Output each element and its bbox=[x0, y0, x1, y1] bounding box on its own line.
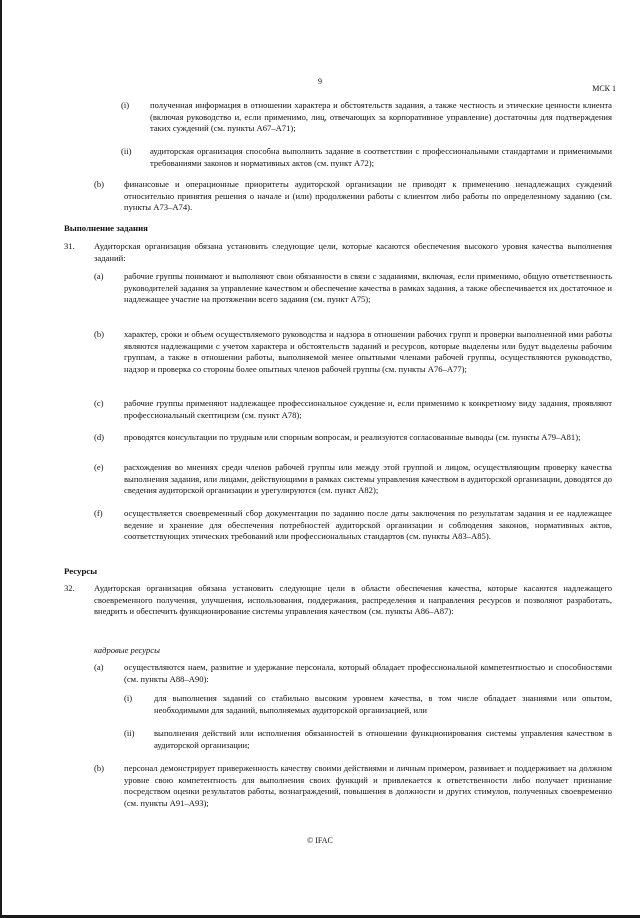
item-text: расхождения во мнениях среди членов рабочей группы или между этой группой и лицом, осуществляющим проверку качества выполнения задания, или лицами, действующими в рамках системы управления качеством в аудиторской организации, доводятся до сведения аудиторской организации и урегулируются (см. пункт А82); bbox=[124, 462, 612, 496]
section-heading: Ресурсы bbox=[64, 566, 98, 576]
paragraph-number: 31. bbox=[64, 241, 75, 251]
copyright-footer: © IFAC bbox=[307, 836, 333, 845]
item-marker: (a) bbox=[94, 271, 104, 281]
item-text: финансовые и операционные приоритеты аудиторской организации не приводят к применению ненадлежащих суждений относительно принятия решения о начале и (или) продолжении работы с клиентом либо работы по определенному заданию (см. пункты А73–А74). bbox=[124, 179, 612, 213]
item-marker: (b) bbox=[94, 329, 105, 339]
item-marker: (d) bbox=[94, 432, 105, 442]
item-text: осуществляется своевременный сбор документации по заданию после даты заключения по результатам задания и ее надлежащее ведение и хранение для обеспечения потребностей аудиторской организации и соблюдения законов, нормативных актов, соответствующих этических требований или профессиональных стандартов (см. пункты А83–А85). bbox=[124, 508, 612, 542]
item-text: персонал демонстрирует приверженность качеству своими действиями и личным примером, развивает и поддерживает на должном уровне свою компетентность для выполнения своих функций и привлекается к ответственности либо получает признание посредством оценки результатов работы, вознаграждений, повышения в должности и других стимулов, полученных своевременно (см. пункты А91–А93); bbox=[124, 763, 612, 808]
item-text: характер, сроки и объем осуществляемого руководства и надзора в отношении рабочих групп и проверки выполненной ими работы являются надлежащими с учетом характера и обстоятельств заданий и ресурсов, которые выделены или будут выделены рабочим группам, а также в отношении работы, выполняемой менее опытными членами рабочей группы, осуществляются руководство, надзор и проверка со стороны более опытных членов рабочей группы (см. пункты А76–А77); bbox=[124, 329, 612, 374]
item-marker: (a) bbox=[94, 662, 104, 672]
item-marker: (c) bbox=[94, 398, 104, 408]
item-marker: (i) bbox=[121, 100, 130, 110]
scan-edge-left bbox=[0, 0, 2, 918]
subheading: кадровые ресурсы bbox=[94, 645, 160, 655]
item-text: рабочие группы применяют надлежащее профессиональное суждение и, если применимо к конкретному виду задания, проявляют профессиональный скептицизм (см. пункт А78); bbox=[124, 398, 612, 420]
document-id: МСК 1 bbox=[592, 84, 616, 93]
item-text: аудиторская организация способна выполнить задание в соответствии с профессиональными стандартами и применимыми требованиями законов и нормативных актов (см. пункт А72); bbox=[150, 146, 612, 168]
item-text: осуществляются наем, развитие и удержание персонала, который обладает профессиональной компетентностью и способностями (см. пункты А88–А90): bbox=[124, 662, 612, 684]
item-marker: (i) bbox=[124, 693, 133, 703]
paragraph-number: 32. bbox=[64, 583, 75, 593]
item-text: выполнения действий или исполнения обязанностей в отношении функционирования системы управления качеством в аудиторской организации; bbox=[154, 728, 612, 750]
paragraph-text: Аудиторская организация обязана установить следующие цели, которые касаются обеспечения высокого уровня качества выполнения заданий: bbox=[94, 241, 612, 263]
paragraph-text: Аудиторская организация обязана установить следующие цели в области обеспечения качества, которые касаются надлежащего своевременного получения, улучшения, использования, поддержания, распределения и направления ресурсов и позволяют разработать, внедрить и обеспечить функционирование системы управления качеством (см. пункты А86–А87): bbox=[94, 583, 612, 617]
page-number: 9 bbox=[318, 77, 322, 86]
item-marker: (ii) bbox=[121, 146, 132, 156]
item-marker: (f) bbox=[94, 508, 103, 518]
item-marker: (b) bbox=[94, 179, 105, 189]
item-marker: (ii) bbox=[124, 728, 135, 738]
item-marker: (e) bbox=[94, 462, 104, 472]
item-text: полученная информация в отношении характера и обстоятельств задания, а также честность и этические ценности клиента (включая руководство и, если применимо, лиц, отвечающих за корпоративное управление) достаточны для подтверждения таких суждений (см. пункты А67–А71); bbox=[150, 100, 612, 134]
item-text: рабочие группы понимают и выполняют свои обязанности в связи с заданиями, включая, если применимо, общую ответственность руководителей задания за управление качеством и обеспечение качества в рамках задания, а также обеспечивается их достаточное и надлежащее участие на протяжении всего задания (см. пункт А75); bbox=[124, 271, 612, 305]
item-text: проводятся консультации по трудным или спорным вопросам, и реализуются согласованные выводы (см. пункты А79–А81); bbox=[124, 432, 581, 442]
item-marker: (b) bbox=[94, 763, 105, 773]
section-heading: Выполнение задания bbox=[64, 223, 148, 233]
item-text: для выполнения заданий со стабильно высоким уровнем качества, в том числе обладает знаниями или опытом, необходимыми для заданий, выполняемых аудиторской организацией, или bbox=[154, 693, 612, 715]
